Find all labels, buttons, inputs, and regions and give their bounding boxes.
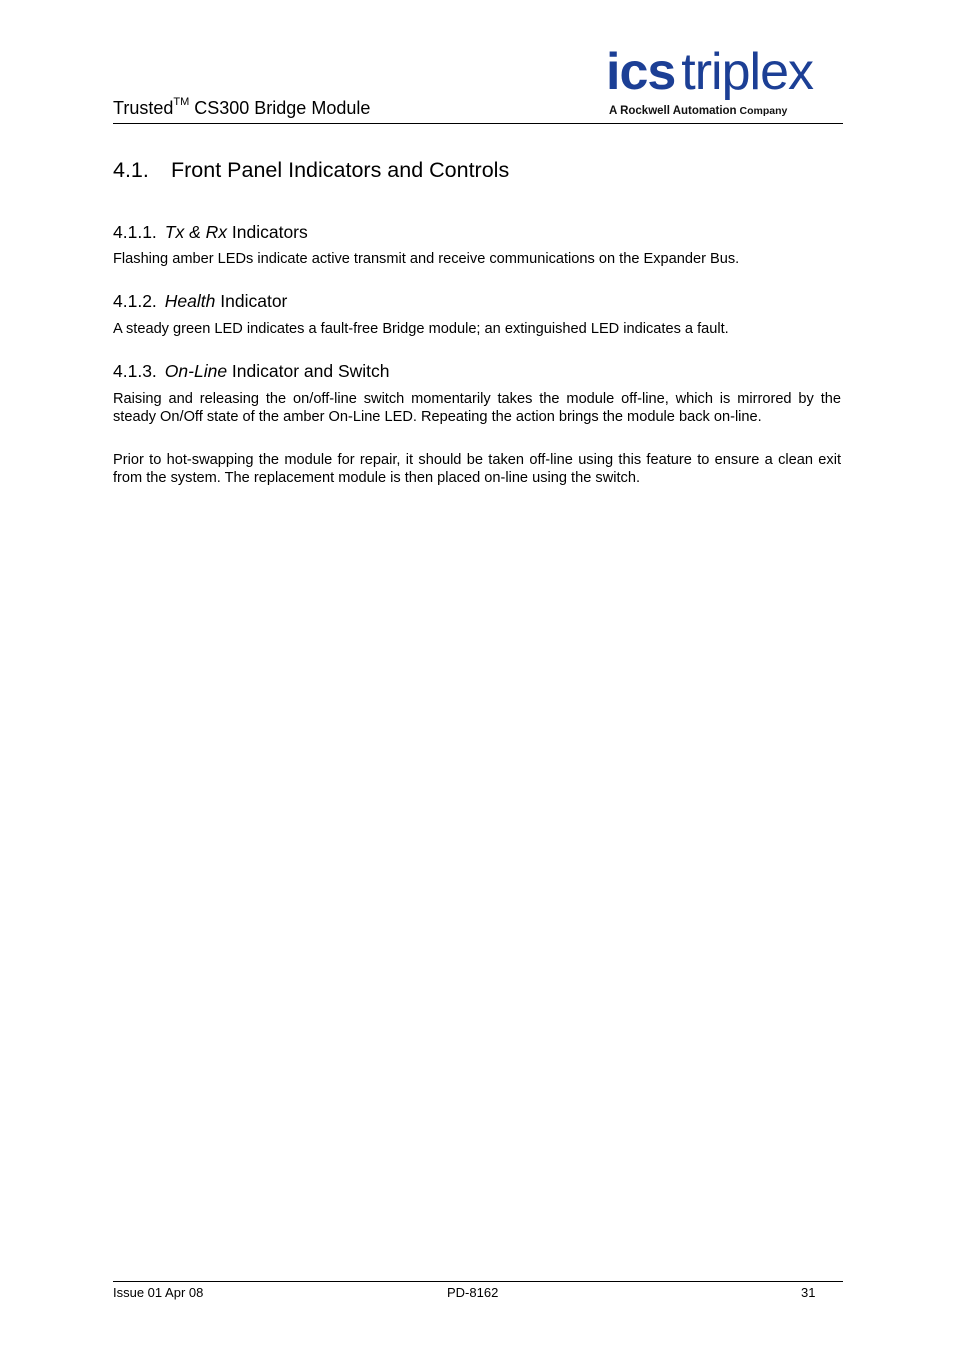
subsection-title-rest: Indicators <box>227 222 308 242</box>
section-title: Front Panel Indicators and Controls <box>171 158 510 182</box>
subsection-number: 4.1.3. <box>113 361 157 381</box>
subsection-heading <box>113 360 843 382</box>
paragraph: Prior to hot-swapping the module for repair, it should be taken off-line using this feature to ensure a clean exit from the system. The replacement module is then placed on-line using the switch. <box>113 452 841 486</box>
document-id: PD-8162 <box>447 1285 499 1300</box>
trademark-superscript: TM <box>173 96 190 108</box>
subsection-heading <box>113 221 843 243</box>
tagline-brand: Rockwell Automation <box>620 105 737 117</box>
logo-wordmark <box>606 44 813 100</box>
title-text: Trusted <box>113 98 174 118</box>
subsection-title-italic: Health <box>164 291 216 311</box>
tagline-prefix: A <box>609 105 621 117</box>
document-title <box>113 96 370 120</box>
subsection-title-italic: On-Line <box>164 361 228 381</box>
footer-divider <box>113 1281 843 1282</box>
section-heading <box>113 156 843 184</box>
logo-triplex-text: triplex <box>681 43 814 101</box>
subsection-title-rest: Indicator and Switch <box>227 361 390 381</box>
logo-tagline <box>609 104 787 118</box>
section-number: 4.1. <box>113 158 149 182</box>
page-number: 31 <box>801 1285 816 1300</box>
paragraph: Flashing amber LEDs indicate active transmit and receive communications on the Expander Bus. <box>113 251 740 267</box>
header-divider <box>113 123 843 124</box>
subsection-title-rest: Indicator <box>215 291 288 311</box>
subsection-heading <box>113 290 843 312</box>
subsection-number: 4.1.2. <box>113 291 157 311</box>
subsection-number: 4.1.1. <box>113 222 157 242</box>
logo-ics-text: ics <box>606 43 676 101</box>
tagline-suffix: Company <box>736 105 788 117</box>
issue-date: Issue 01 Apr 08 <box>113 1285 204 1300</box>
paragraph: A steady green LED indicates a fault-free Bridge module; an extinguished LED indicates a fault. <box>113 321 729 337</box>
ics-triplex-logo <box>606 44 842 120</box>
paragraph: Raising and releasing the on/off-line switch momentarily takes the module off-line, which is mirrored by the steady On/Off state of the amber On-Line LED. Repeating the action brings the module back on-line. <box>113 391 841 425</box>
subsection-title-italic: Tx & Rx <box>164 222 228 242</box>
title-text-rest: CS300 Bridge Module <box>189 98 371 118</box>
